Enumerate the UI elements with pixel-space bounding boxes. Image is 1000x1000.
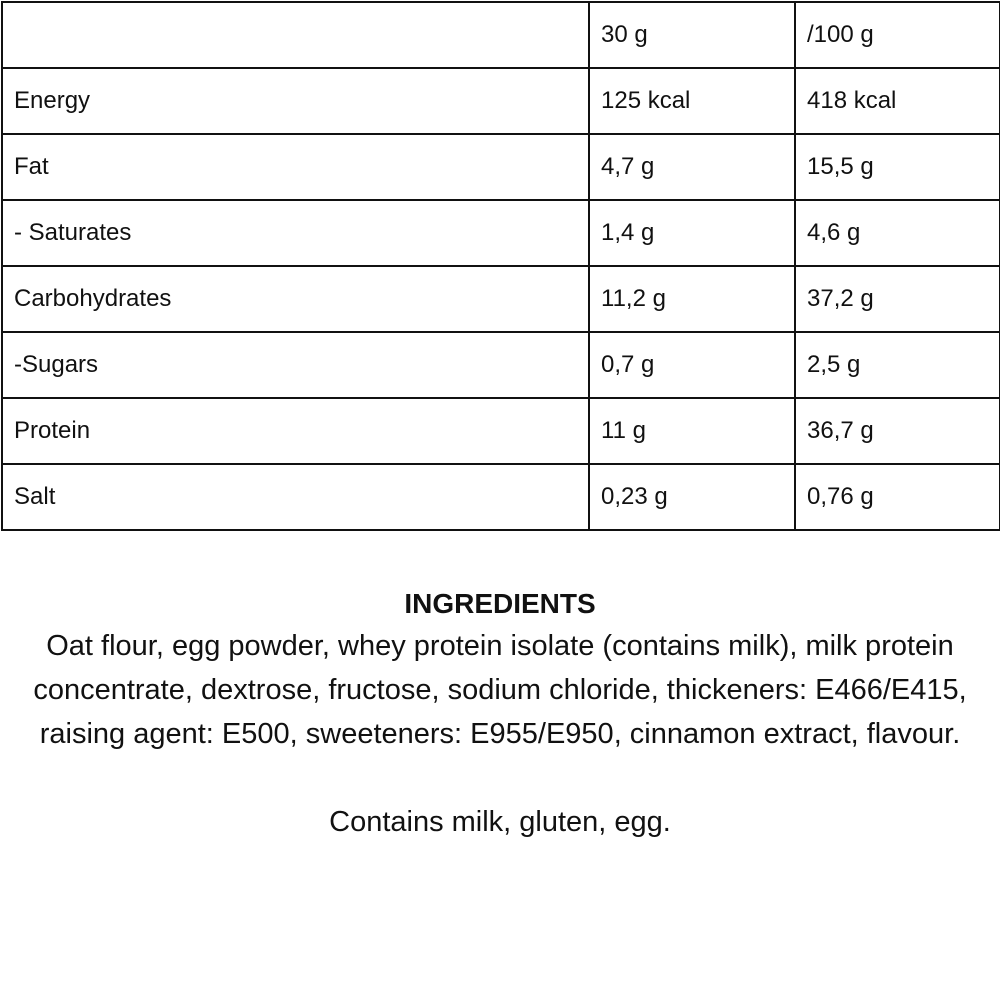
- table-row: [2, 68, 1000, 134]
- nutrient-per100-value: 2,5 g: [795, 332, 1000, 398]
- table-header-row: [2, 2, 1000, 68]
- allergen-statement: Contains milk, gluten, egg.: [329, 806, 671, 838]
- nutrient-per100-value: 37,2 g: [795, 266, 1000, 332]
- nutrient-per100-value: 0,76 g: [795, 464, 1000, 530]
- nutrient-name: Carbohydrates: [2, 266, 589, 332]
- table-row: [2, 200, 1000, 266]
- table-row: [2, 332, 1000, 398]
- ingredients-heading: INGREDIENTS: [404, 588, 596, 619]
- nutrition-table: [1, 1, 1000, 531]
- nutrient-serving-value: 125 kcal: [589, 68, 795, 134]
- table-row: [2, 266, 1000, 332]
- header-cell-name: [2, 2, 589, 68]
- nutrient-name: Fat: [2, 134, 589, 200]
- nutrient-serving-value: 0,23 g: [589, 464, 795, 530]
- nutrient-per100-value: 15,5 g: [795, 134, 1000, 200]
- header-cell-serving: 30 g: [589, 2, 795, 68]
- nutrient-per100-value: 418 kcal: [795, 68, 1000, 134]
- nutrient-name: -Sugars: [2, 332, 589, 398]
- header-cell-per100: /100 g: [795, 2, 1000, 68]
- nutrient-per100-value: 36,7 g: [795, 398, 1000, 464]
- table-row: [2, 134, 1000, 200]
- nutrient-name: Energy: [2, 68, 589, 134]
- nutrient-serving-value: 1,4 g: [589, 200, 795, 266]
- nutrient-per100-value: 4,6 g: [795, 200, 1000, 266]
- nutrient-name: - Saturates: [2, 200, 589, 266]
- table-row: [2, 398, 1000, 464]
- nutrient-serving-value: 11 g: [589, 398, 795, 464]
- nutrient-name: Protein: [2, 398, 589, 464]
- nutrient-serving-value: 0,7 g: [589, 332, 795, 398]
- nutrient-name: Salt: [2, 464, 589, 530]
- nutrient-serving-value: 4,7 g: [589, 134, 795, 200]
- nutrient-serving-value: 11,2 g: [589, 266, 795, 332]
- table-row: [2, 464, 1000, 530]
- ingredients-section: [0, 584, 1000, 844]
- ingredients-text: Oat flour, egg powder, whey protein isolate (contains milk), milk protein concentrate, dextrose, fructose, sodium chloride, thickeners: E466/E415, raising agent: E500, sweeteners: E955/E950, cinnamon extract, flavour.: [33, 630, 967, 750]
